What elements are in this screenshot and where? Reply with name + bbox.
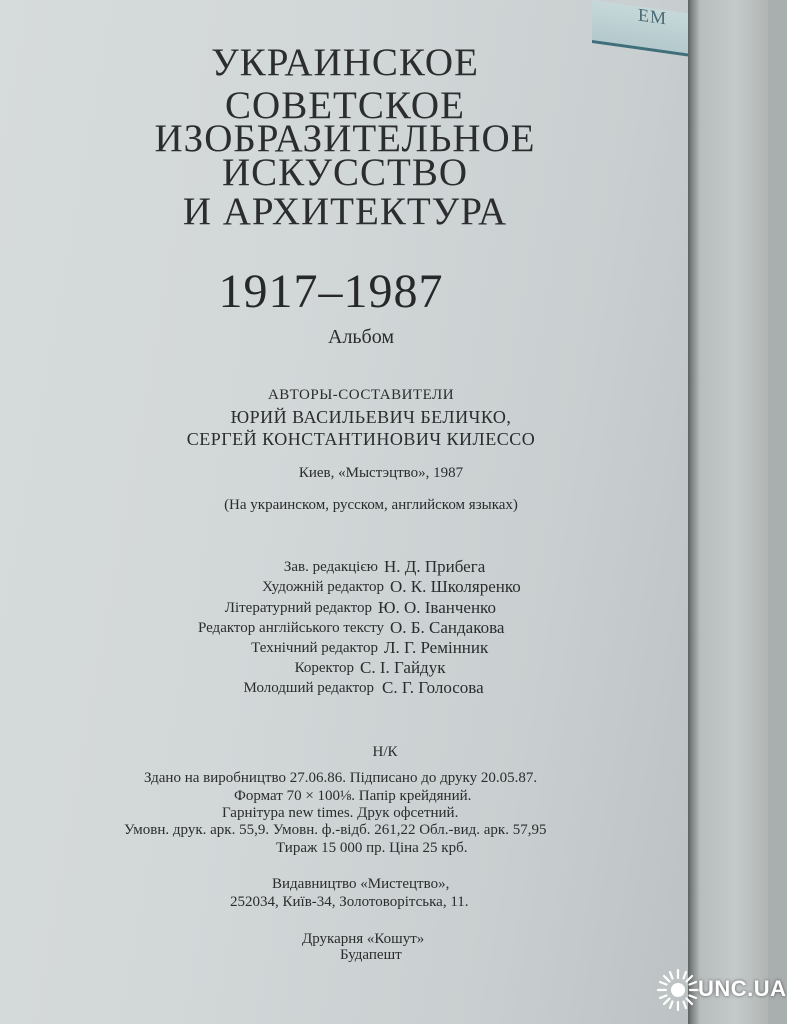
credit-role: Коректор <box>294 660 354 676</box>
title-line-2: СОВЕТСКОЕ <box>225 84 465 127</box>
title-line-5: И АРХИТЕКТУРА <box>182 190 508 233</box>
credit-role: Молодший редактор <box>243 680 374 696</box>
credit-person: Н. Д. Прибега <box>384 557 486 576</box>
watermark-text: UNC.UA <box>698 976 787 1001</box>
credit-row <box>0 577 690 599</box>
credit-row <box>0 598 690 620</box>
years-heading: 1917–1987 <box>218 265 444 318</box>
credit-person: О. К. Школяренко <box>390 577 521 596</box>
credit-row <box>0 557 690 579</box>
publisher-address-line: 252034, Київ-34, Золотоворітська, 11. <box>230 894 469 910</box>
credit-role: Художній редактор <box>262 579 384 595</box>
credit-row <box>0 638 690 660</box>
authors-heading: АВТОРЫ-СОСТАВИТЕЛИ <box>267 387 455 403</box>
print-detail-line: Формат 70 × 100⅛. Папір крейдяний. <box>234 788 472 804</box>
credit-role: Зав. редакцією <box>283 559 378 575</box>
sunburst-icon <box>656 968 700 1012</box>
credit-row <box>0 678 690 700</box>
credit-row <box>0 618 690 640</box>
print-detail-line: Умовн. друк. арк. 55,9. Умовн. ф.-відб. 261,22 Обл.-вид. арк. 57,95 <box>124 822 547 838</box>
author-1: ЮРИЙ ВАСИЛЬЕВИЧ БЕЛИЧКО, <box>230 407 512 427</box>
watermark <box>652 962 787 1018</box>
printer-name: Друкарня «Кошут» <box>302 931 425 947</box>
corner-tab-text: ЕМ <box>638 4 667 29</box>
print-detail-line: Тираж 15 000 пр. Ціна 25 крб. <box>276 840 468 856</box>
title-line-3: ИЗОБРАЗИТЕЛЬНОЕ <box>154 117 536 160</box>
printer-city: Будапешт <box>340 947 402 963</box>
album-subtitle: Альбом <box>328 326 394 348</box>
credit-person: С. Г. Голосова <box>382 678 484 697</box>
languages-note: (На украинском, русском, английском языках) <box>224 497 518 513</box>
credit-role: Технічний редактор <box>251 640 378 656</box>
publisher-address-line: Видавництво «Мистецтво», <box>272 876 450 892</box>
publisher-line: Киев, «Мыстэцтво», 1987 <box>298 465 464 481</box>
credit-person: С. І. Гайдук <box>360 658 446 677</box>
credit-person: Ю. О. Іванченко <box>378 598 496 617</box>
credit-person: Л. Г. Ремінник <box>384 638 489 657</box>
credit-person: О. Б. Сандакова <box>390 618 505 637</box>
title-line-4: ИСКУССТВО <box>221 151 469 194</box>
nk-mark: Н/К <box>372 744 398 760</box>
title-line-1: УКРАИНСКОЕ <box>211 41 479 84</box>
print-detail-line: Здано на виробництво 27.06.86. Підписано до друку 20.05.87. <box>144 770 538 786</box>
credit-role: Редактор англійського тексту <box>197 620 384 636</box>
credit-row <box>0 658 690 680</box>
credit-role: Літературний редактор <box>224 600 372 616</box>
print-detail-line: Гарнітура new times. Друк офсетний. <box>222 805 459 821</box>
author-2: СЕРГЕЙ КОНСТАНТИНОВИЧ КИЛЕССО <box>186 429 536 449</box>
